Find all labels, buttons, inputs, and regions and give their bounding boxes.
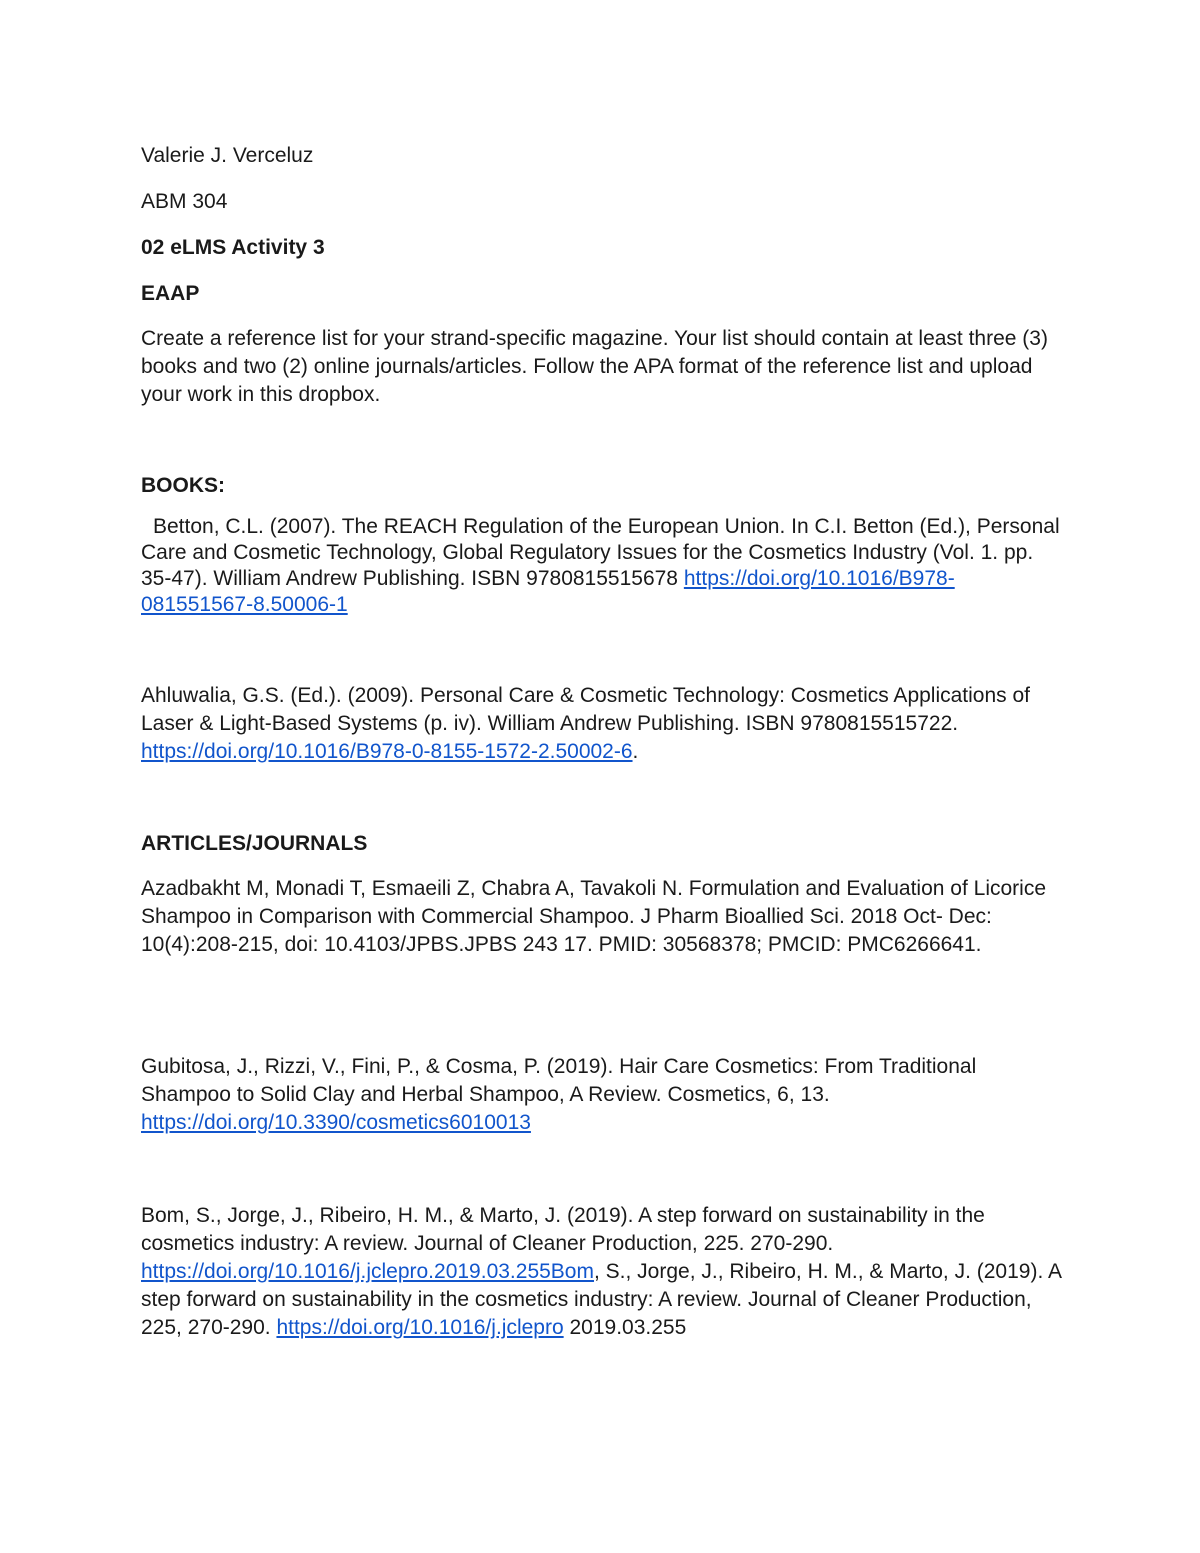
- books-heading: BOOKS:: [141, 474, 225, 497]
- article-reference-3: [141, 1202, 1066, 1342]
- book-reference-1-link[interactable]: https://doi.org/10.1016/B978-081551567-8.50006-1: [141, 567, 955, 616]
- section-label: ABM 304: [141, 190, 228, 213]
- book-reference-2: [141, 682, 1066, 766]
- article-reference-3-link2[interactable]: https://doi.org/10.1016/j.jclepro: [276, 1316, 564, 1339]
- article-reference-2: [141, 1053, 1066, 1137]
- book-reference-1: [141, 514, 1066, 618]
- article-reference-3-after: 2019.03.255: [563, 1316, 687, 1339]
- subject-title: EAAP: [141, 282, 200, 305]
- article-reference-3-text2: , S., Jorge, J., Ribeiro, H. M., & Marto, J. (2019). A step forward on sustainability in the cosmetics industry: A review. Journal of Cleaner Production, 225, 270-290.: [141, 1260, 1061, 1339]
- article-reference-3-link[interactable]: https://doi.org/10.1016/j.jclepro.2019.03.255Bom: [141, 1260, 594, 1283]
- book-reference-2-after: .: [632, 740, 639, 763]
- book-reference-2-text: Ahluwalia, G.S. (Ed.). (2009). Personal Care & Cosmetic Technology: Cosmetics Applications of Laser & Light-Based Systems (p. iv). William Andrew Publishing. ISBN 9780815515722.: [141, 684, 1031, 735]
- book-reference-2-link[interactable]: https://doi.org/10.1016/B978-0-8155-1572-2.50002-6: [141, 740, 633, 763]
- articles-heading: ARTICLES/JOURNALS: [141, 832, 368, 855]
- article-reference-3-text: Bom, S., Jorge, J., Ribeiro, H. M., & Marto, J. (2019). A step forward on sustainability in the cosmetics industry: A review. Journal of Cleaner Production, 225. 270-290.: [141, 1204, 985, 1255]
- article-reference-2-text: Gubitosa, J., Rizzi, V., Fini, P., & Cosma, P. (2019). Hair Care Cosmetics: From Traditional Shampoo to Solid Clay and Herbal Shampoo, A Review. Cosmetics, 6, 13.: [141, 1055, 977, 1106]
- article-reference-2-link[interactable]: https://doi.org/10.3390/cosmetics6010013: [141, 1111, 531, 1134]
- activity-title: 02 eLMS Activity 3: [141, 236, 325, 259]
- article-reference-1-text: Azadbakht M, Monadi T, Esmaeili Z, Chabra A, Tavakoli N. Formulation and Evaluation of Licorice Shampoo in Comparison with Commercial Shampoo. J Pharm Bioallied Sci. 2018 Oct- Dec: 10(4):208-215, doi: 10.4103/JPBS.JPBS 243 17. PMID: 30568378; PMCID: PMC6266641.: [141, 877, 1046, 956]
- book-reference-1-text: Betton, C.L. (2007). The REACH Regulation of the European Union. In C.I. Betton (Ed.), Personal Care and Cosmetic Technology, Global Regulatory Issues for the Cosmetics Industry (Vol. 1. pp. 35-47). William Andrew Publishing. ISBN 9780815515678: [141, 515, 1060, 590]
- student-name: Valerie J. Verceluz: [141, 144, 314, 167]
- instructions-paragraph: Create a reference list for your strand-specific magazine. Your list should contain at least three (3) books and two (2) online journals/articles. Follow the APA format of the reference list and upload your work in this dropbox.: [141, 327, 1048, 406]
- article-reference-1: [141, 875, 1066, 959]
